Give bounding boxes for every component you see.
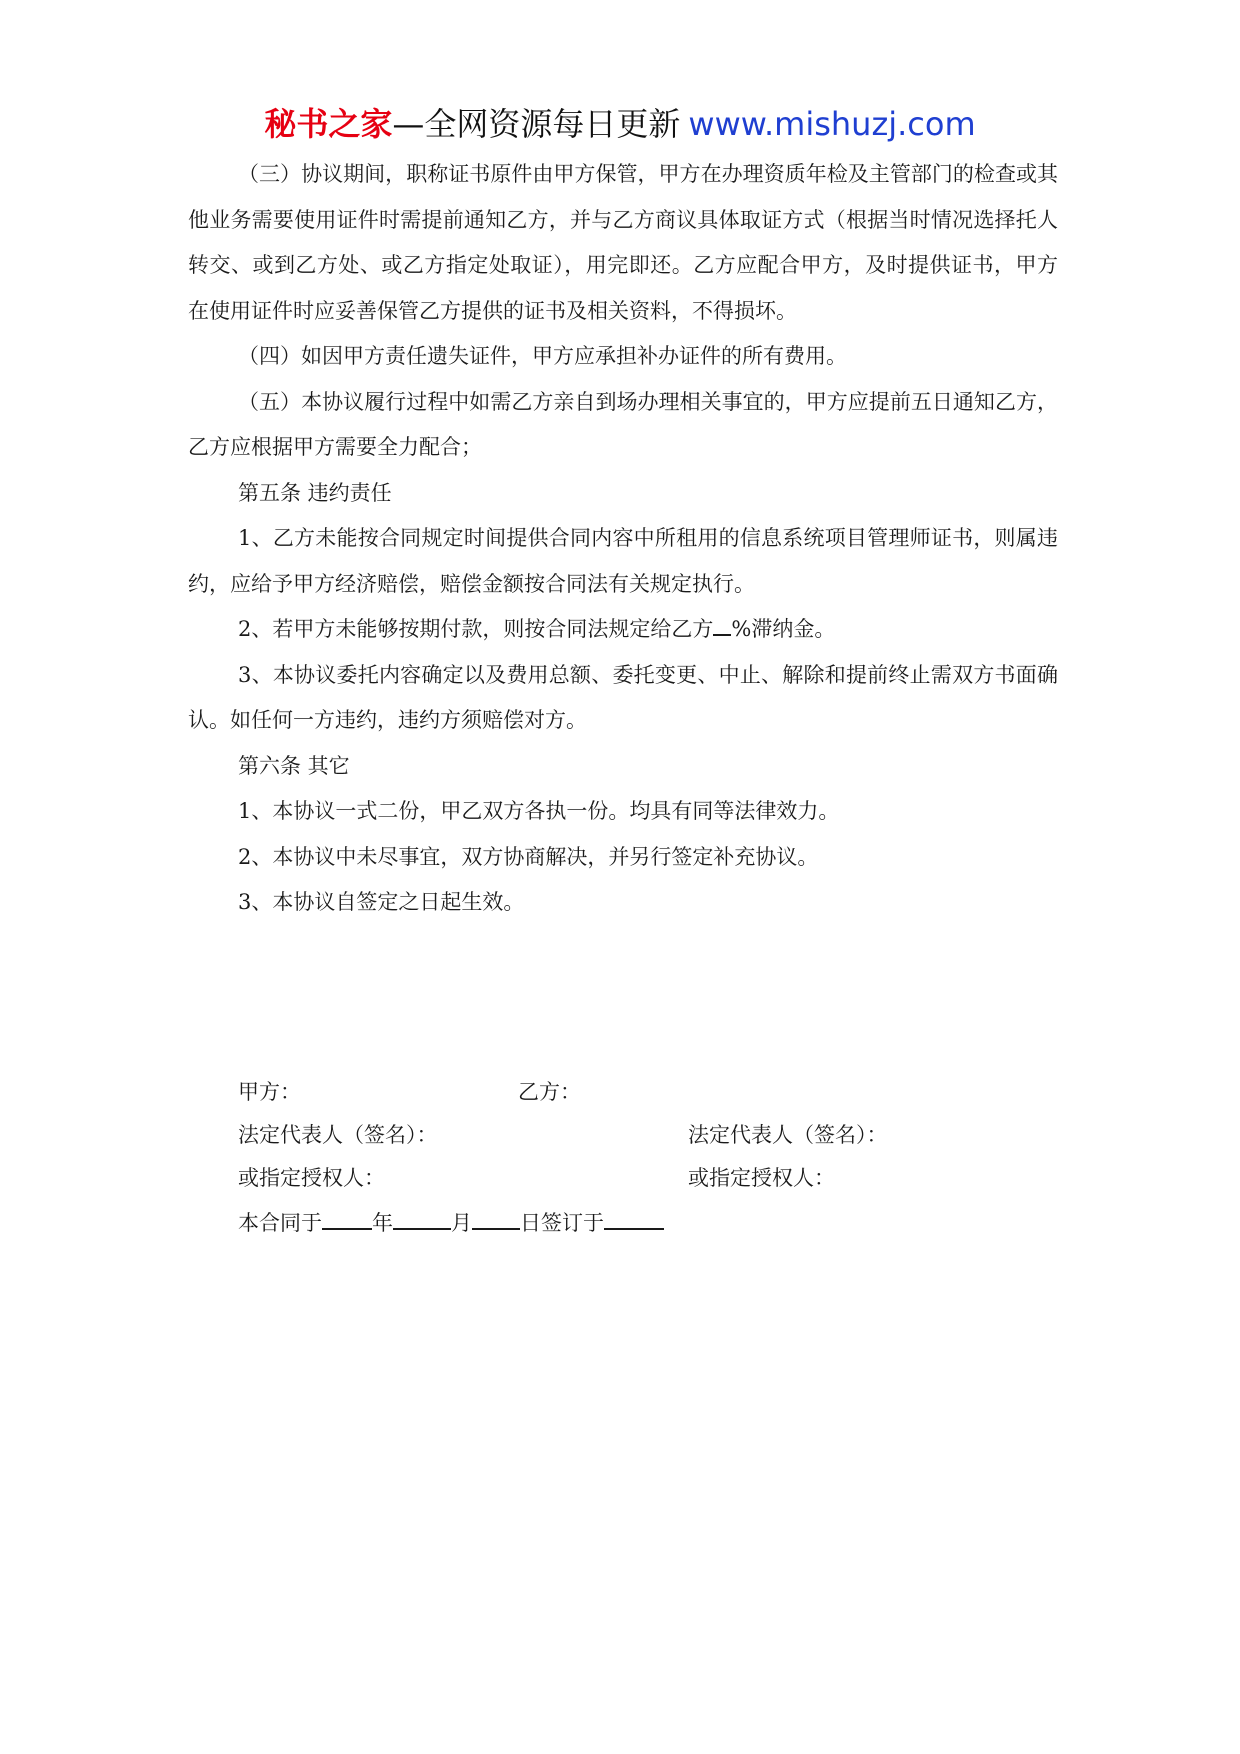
article-5-item-2-suffix: %滞纳金。 — [731, 617, 836, 641]
article-6-item-1: 1、本协议一式二份，甲乙双方各执一份。均具有同等法律效力。 — [238, 799, 840, 823]
date-year-label: 年 — [372, 1211, 393, 1235]
clause-5: （五）本协议履行过程中如需乙方亲自到场办理相关事宜的，甲方应提前五日通知乙方，乙方应根据甲方需要全力配合； — [188, 389, 1058, 459]
contract-body — [188, 152, 1058, 926]
date-month-label: 月 — [451, 1211, 472, 1235]
header-brand: 秘书之家 — [264, 105, 393, 143]
header-tagline: —全网资源每日更新 — [392, 105, 681, 143]
legal-rep-a-label: 法定代表人（签名）： — [238, 1123, 438, 1147]
legal-rep-b-label: 法定代表人（签名）： — [688, 1123, 888, 1147]
signing-date-line — [238, 1206, 664, 1238]
year-blank — [322, 1206, 372, 1230]
date-prefix: 本合同于 — [238, 1211, 322, 1235]
day-blank — [472, 1206, 520, 1230]
article-5-title: 第五条 违约责任 — [238, 480, 392, 505]
date-day-signed-label: 日签订于 — [520, 1211, 604, 1235]
header-url-link[interactable]: www.mishuzj.com — [688, 105, 976, 143]
authorized-a-label: 或指定授权人： — [238, 1166, 385, 1190]
article-5-item-2-text: 2、若甲方未能够按期付款，则按合同法规定给乙方 — [238, 617, 714, 641]
authorized-b-label: 或指定授权人： — [688, 1166, 835, 1190]
article-6-item-3: 3、本协议自签定之日起生效。 — [238, 890, 525, 914]
party-b-label: 乙方： — [518, 1080, 581, 1104]
month-blank — [393, 1206, 451, 1230]
clause-4: （四）如因甲方责任遗失证件，甲方应承担补办证件的所有费用。 — [238, 344, 847, 368]
article-6-item-2: 2、本协议中未尽事宜，双方协商解决，并另行签定补充协议。 — [238, 844, 819, 869]
article-5-item-2 — [188, 607, 1058, 653]
article-5-item-1: 1、乙方未能按合同规定时间提供合同内容中所租用的信息系统项目管理师证书，则属违约，应给予甲方经济赔偿，赔偿金额按合同法有关规定执行。 — [188, 526, 1058, 596]
late-fee-rate-blank — [713, 612, 731, 636]
location-blank — [604, 1206, 664, 1230]
page-header — [0, 104, 1240, 144]
article-6-title: 第六条 其它 — [238, 753, 350, 778]
article-5-item-3: 3、本协议委托内容确定以及费用总额、委托变更、中止、解除和提前终止需双方书面确认。如任何一方违约，违约方须赔偿对方。 — [188, 662, 1058, 732]
party-a-label: 甲方： — [238, 1080, 301, 1104]
clause-3: （三）协议期间，职称证书原件由甲方保管，甲方在办理资质年检及主管部门的检查或其他业务需要使用证件时需提前通知乙方，并与乙方商议具体取证方式（根据当时情况选择托人转交、或到乙方处、或乙方指定处取证），用完即还。乙方应配合甲方，及时提供证书，甲方在使用证件时应妥善保管乙方提供的证书及相关资料，不得损坏。 — [188, 162, 1058, 323]
